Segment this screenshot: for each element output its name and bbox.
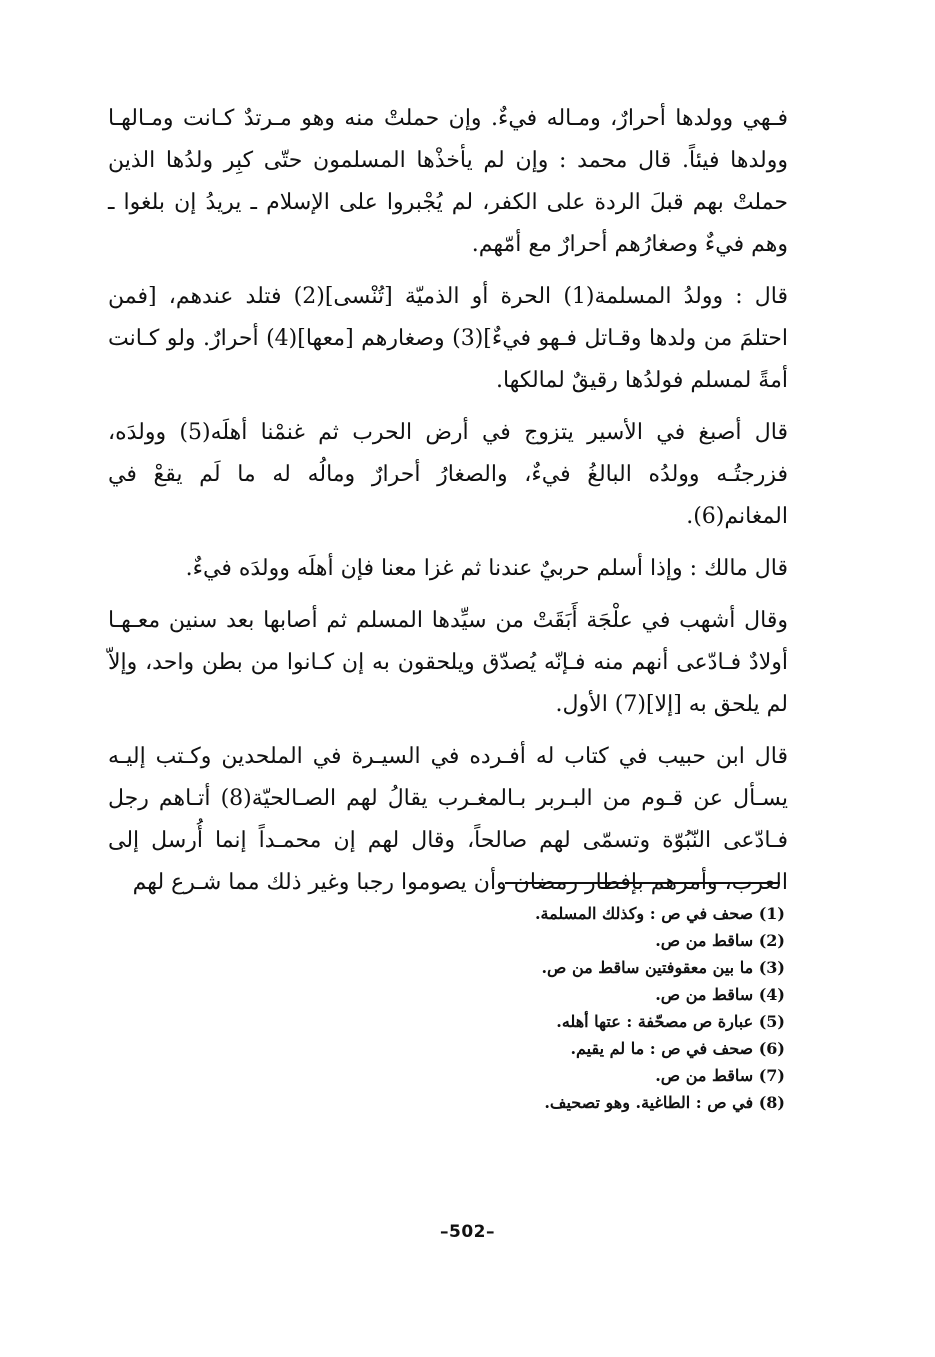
footnote-1: (1) صحف في ص : وكذلك المسلمة. xyxy=(534,904,785,923)
paragraph-5: وقال أشهب في علْجَة أَبَقَتْ من سيِّدها المسلم ثم أصابها بعد سنين معـهـا أولادٌ فـادّعى أنهم منه فـإنّه يُصدّق ويلحقون به إن كـانوا من بطن واحد، وإلاّ لم يلحق به [إلا](7) الأول. xyxy=(108,608,788,717)
paragraph-3: قال أصبغ في الأسير يتزوج في أرض الحرب ثم غنمْنا أهلَه(5) وولدَه، فزرجتُـه وولدُه البالغُ فيءٌ، والصغارُ أحرارٌ ومالُه له ما لَم يقعْ في المغانم(6). xyxy=(108,420,789,529)
page-number: –502– xyxy=(440,1222,495,1242)
footnote-4: (4) ساقط من ص. xyxy=(655,985,785,1004)
footnote-8: (8) في ص : الطاغية. وهو تصحيف. xyxy=(544,1093,785,1112)
paragraph-6: قال ابن حبيب في كتاب له أفـرده في السيـرة في الملحدين وكـتب إليـه يسـأل عن قـوم من البـربر بـالمغـرب يقالُ لهم الصـالحيّة(8) أتـاهم رجل فـادّعى النّبُوّة وتسمّى لهم صالحاً، وقال لهم إن محمـداً إنما أُرسل إلى العرب، وأمرهم بإفطار رمضان وأن يصوموا رجبا وغير ذلك مما شـرع لهم xyxy=(108,744,788,895)
paragraph-2: قال : وولدُ المسلمة(1) الحرة أو الذميّة [تُنْسى](2) فتلد عندهم، [فمن احتلمَ من ولدها وقـاتل فـهو فيءٌ](3) وصغارهم [معها](4) أحرارٌ. ولو كـانت أمةً لمسلم فولدُها رقيقٌ لمالكها. xyxy=(108,284,789,393)
footnotes-list xyxy=(385,900,785,1116)
footnote-divider xyxy=(505,882,780,884)
footnote-5: (5) عبارة ص مصحّفة : عتها أهله. xyxy=(556,1012,785,1031)
footnote-7: (7) ساقط من ص. xyxy=(655,1066,785,1085)
main-text xyxy=(108,98,788,904)
footnote-2: (2) ساقط من ص. xyxy=(655,931,785,950)
paragraph-4: قال مالك : وإذا أسلم حربيٌ عندنا ثم غزا معنا فإن أهلَه وولدَه فيءٌ. xyxy=(185,556,788,581)
footnote-6: (6) صحف في ص : ما لم يقيم. xyxy=(570,1039,785,1058)
footnote-3: (3) ما بين معقوفتين ساقط من ص. xyxy=(541,958,785,977)
paragraph-1: فـهي وولدها أحرارٌ، ومـاله فيءٌ. وإن حملتْ منه وهو مـرتدٌ كـانت ومـالهـا وولدها فيئاً. قال محمد : وإن لم يأخذْها المسلمون حتّى كبِر ولدُها الذين حملتْ بهم قبلَ الردة على الكفر، لم يُجْبروا على الإسلام ـ يريدُ إن بلغوا ـ وهم فيءٌ وصغارُهم أحرارٌ مع أمّهم. xyxy=(108,106,788,257)
